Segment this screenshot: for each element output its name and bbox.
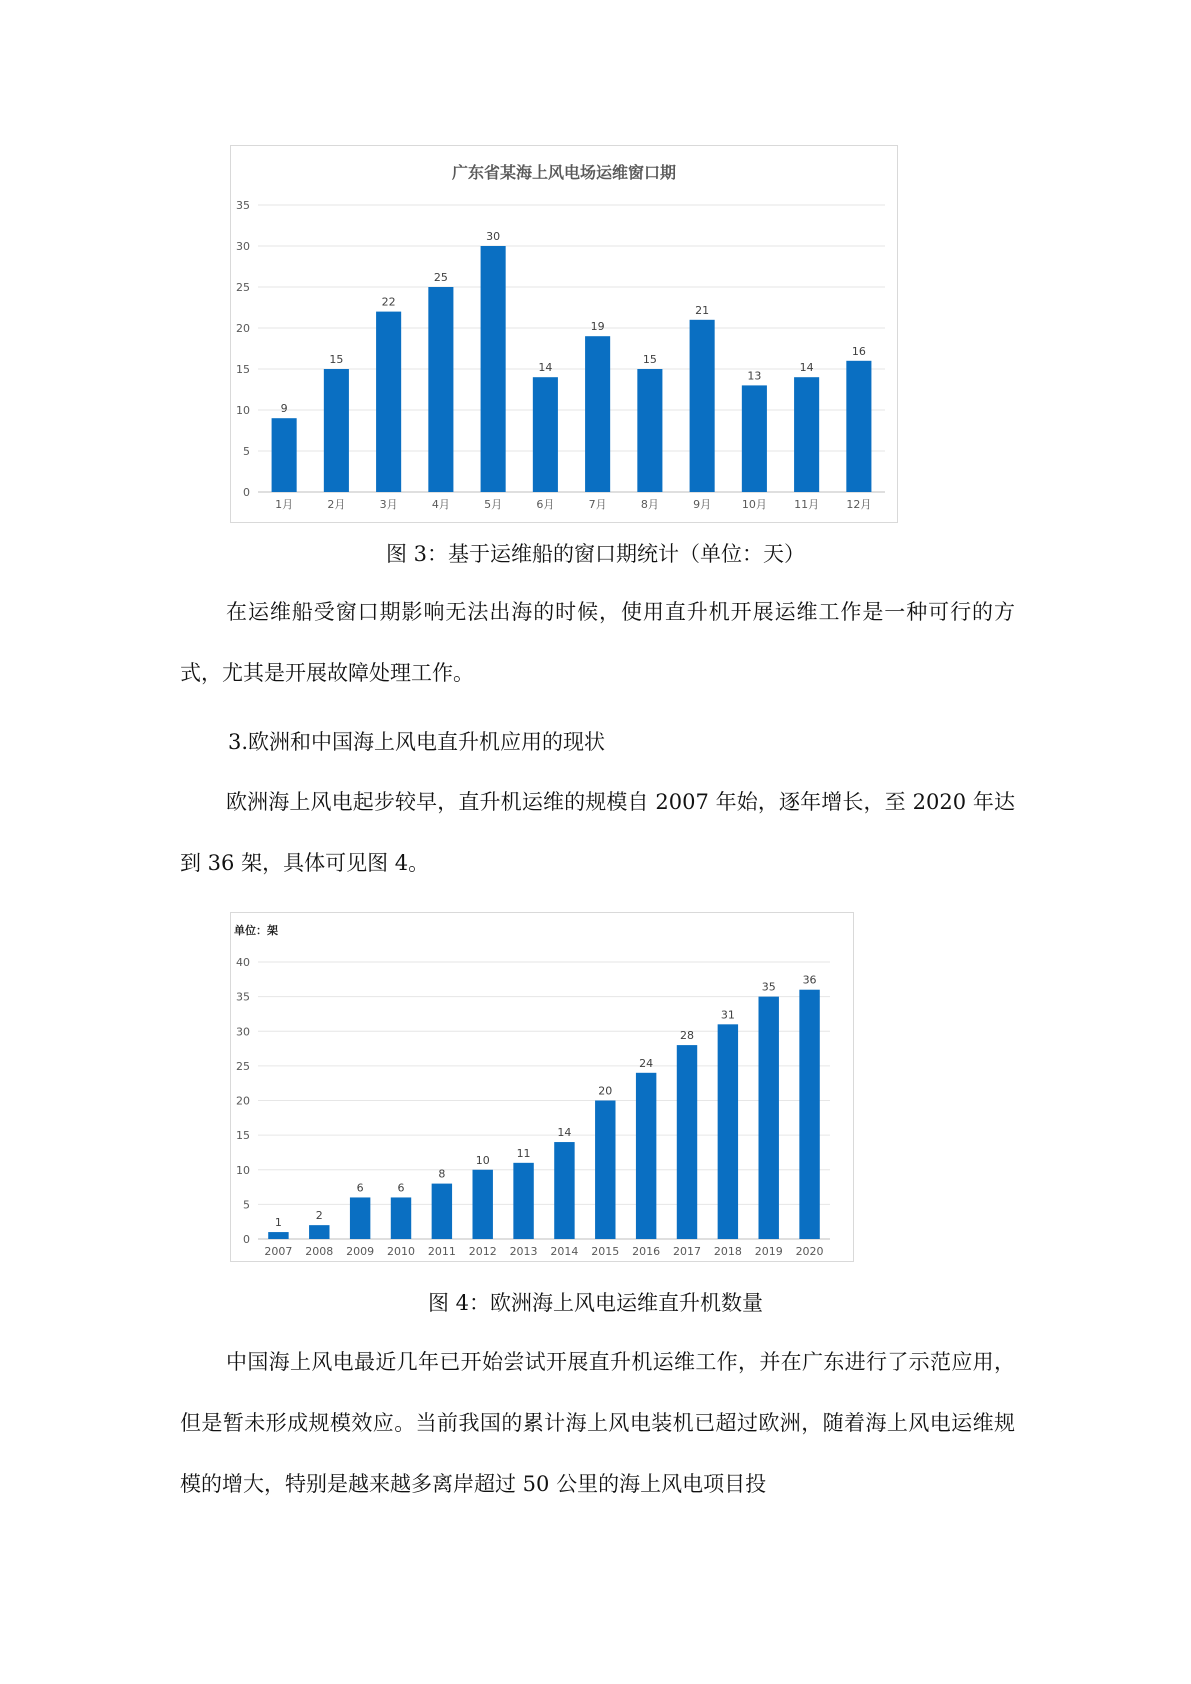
x-tick-label: 6月 bbox=[536, 498, 555, 511]
x-tick-label: 2014 bbox=[550, 1245, 579, 1258]
x-tick-label: 2013 bbox=[509, 1245, 538, 1258]
y-tick-label: 0 bbox=[243, 1233, 250, 1246]
data-label: 21 bbox=[695, 303, 710, 317]
y-tick-label: 5 bbox=[243, 1198, 250, 1212]
x-tick-label: 8月 bbox=[640, 498, 659, 511]
x-tick-label: 2017 bbox=[673, 1245, 701, 1258]
bar bbox=[473, 1170, 493, 1239]
bar bbox=[595, 1101, 615, 1240]
figure-3-caption: 图 3：基于运维船的窗口期统计（单位：天） bbox=[385, 542, 806, 566]
y-tick-label: 10 bbox=[236, 1163, 250, 1177]
data-label: 14 bbox=[538, 361, 553, 375]
x-tick-label: 4月 bbox=[431, 498, 450, 511]
data-label: 13 bbox=[747, 369, 762, 383]
data-label: 2 bbox=[315, 1209, 323, 1223]
y-tick-label: 30 bbox=[236, 1025, 250, 1039]
x-tick-label: 12月 bbox=[846, 498, 872, 511]
data-label: 22 bbox=[381, 295, 396, 309]
y-tick-label: 15 bbox=[236, 363, 250, 376]
x-tick-label: 2007 bbox=[264, 1245, 293, 1258]
bar bbox=[272, 418, 297, 492]
bar bbox=[513, 1163, 533, 1239]
x-tick-label: 2016 bbox=[632, 1245, 661, 1258]
data-label: 6 bbox=[397, 1181, 405, 1195]
data-label: 24 bbox=[639, 1056, 654, 1070]
bar bbox=[554, 1142, 574, 1239]
helicopter-count-bar-chart bbox=[230, 912, 854, 1262]
data-label: 9 bbox=[280, 402, 288, 416]
y-tick-label: 0 bbox=[243, 486, 250, 499]
y-tick-label: 15 bbox=[236, 1129, 250, 1143]
paragraph-china-helicopters: 中国海上风电最近几年已开始尝试开展直升机运维工作，并在广东进行了示范应用，但是暂未形成规模效应。当前我国的累计海上风电装机已超过欧洲，随着海上风电运维规模的增大，特别是越来越多离岸超过 50 公里的海上风电项目投 bbox=[180, 1350, 1015, 1496]
data-label: 30 bbox=[486, 230, 501, 243]
x-tick-label: 2008 bbox=[305, 1245, 334, 1258]
bar bbox=[637, 369, 662, 492]
data-label: 36 bbox=[802, 973, 817, 987]
y-tick-label: 20 bbox=[236, 322, 250, 335]
data-label: 15 bbox=[642, 353, 657, 366]
paragraph-europe-helicopters: 欧洲海上风电起步较早，直升机运维的规模自 2007 年始，逐年增长，至 2020 年达到 36 架，具体可见图 4。 bbox=[180, 790, 1015, 875]
bar bbox=[677, 1045, 697, 1239]
bar bbox=[759, 997, 779, 1239]
data-label: 15 bbox=[329, 353, 344, 366]
x-tick-label: 2019 bbox=[754, 1245, 783, 1258]
bar bbox=[846, 361, 871, 492]
x-tick-label: 2009 bbox=[346, 1245, 375, 1258]
data-label: 25 bbox=[433, 271, 448, 284]
y-tick-label: 25 bbox=[236, 1059, 250, 1073]
x-tick-label: 2月 bbox=[327, 498, 346, 511]
data-label: 31 bbox=[720, 1008, 735, 1022]
data-label: 20 bbox=[598, 1084, 613, 1098]
x-tick-label: 1月 bbox=[275, 498, 294, 511]
bar bbox=[350, 1197, 370, 1239]
y-tick-label: 5 bbox=[243, 445, 250, 458]
bar bbox=[636, 1073, 656, 1239]
y-tick-label: 40 bbox=[236, 956, 250, 969]
figure-3-chart bbox=[230, 145, 898, 523]
x-tick-label: 2010 bbox=[387, 1245, 415, 1258]
x-tick-label: 3月 bbox=[379, 498, 398, 511]
x-tick-label: 2015 bbox=[591, 1245, 620, 1258]
figure-4-caption: 图 4：欧洲海上风电运维直升机数量 bbox=[427, 1291, 764, 1315]
x-tick-label: 10月 bbox=[741, 498, 767, 511]
y-tick-label: 10 bbox=[236, 404, 250, 417]
section-heading: 3.欧洲和中国海上风电直升机应用的现状 bbox=[228, 730, 606, 754]
bar bbox=[324, 369, 349, 492]
data-label: 1 bbox=[274, 1216, 282, 1230]
chart-title: 广东省某海上风电场运维窗口期 bbox=[451, 163, 677, 182]
bar bbox=[742, 385, 767, 492]
data-label: 35 bbox=[761, 980, 776, 994]
x-tick-label: 7月 bbox=[588, 498, 607, 511]
x-tick-label: 9月 bbox=[693, 498, 712, 511]
y-tick-label: 35 bbox=[236, 199, 250, 212]
bar bbox=[309, 1225, 329, 1239]
data-label: 10 bbox=[475, 1153, 490, 1167]
bar bbox=[690, 320, 715, 492]
bar bbox=[432, 1184, 452, 1239]
bar bbox=[268, 1232, 288, 1239]
bar bbox=[533, 377, 558, 492]
y-tick-label: 25 bbox=[236, 281, 250, 294]
data-label: 8 bbox=[438, 1167, 446, 1181]
y-tick-label: 30 bbox=[236, 240, 250, 253]
data-label: 11 bbox=[516, 1146, 531, 1160]
x-tick-label: 2011 bbox=[427, 1245, 456, 1258]
data-label: 19 bbox=[590, 320, 605, 334]
window-period-bar-chart bbox=[230, 145, 898, 523]
data-label: 14 bbox=[799, 361, 814, 375]
chart-unit-label: 单位：架 bbox=[234, 924, 278, 937]
bar bbox=[481, 246, 506, 492]
bar bbox=[794, 377, 819, 492]
x-tick-label: 5月 bbox=[484, 498, 503, 511]
bar bbox=[585, 336, 610, 492]
bar bbox=[428, 287, 453, 492]
x-tick-label: 2020 bbox=[795, 1245, 824, 1258]
data-label: 28 bbox=[680, 1029, 694, 1043]
data-label: 14 bbox=[557, 1126, 572, 1140]
x-tick-label: 2012 bbox=[468, 1245, 497, 1258]
data-label: 16 bbox=[851, 344, 866, 358]
y-tick-label: 35 bbox=[236, 990, 250, 1004]
paragraph-helicopter-feasibility: 在运维船受窗口期影响无法出海的时候，使用直升机开展运维工作是一种可行的方式，尤其是开展故障处理工作。 bbox=[180, 600, 1015, 685]
y-tick-label: 20 bbox=[236, 1094, 250, 1108]
x-tick-label: 11月 bbox=[794, 498, 820, 511]
bar bbox=[376, 312, 401, 492]
figure-4-chart bbox=[230, 912, 854, 1262]
bar bbox=[718, 1024, 738, 1239]
x-tick-label: 2018 bbox=[713, 1245, 742, 1258]
bar bbox=[391, 1197, 411, 1239]
data-label: 6 bbox=[356, 1181, 364, 1195]
bar bbox=[799, 990, 819, 1239]
